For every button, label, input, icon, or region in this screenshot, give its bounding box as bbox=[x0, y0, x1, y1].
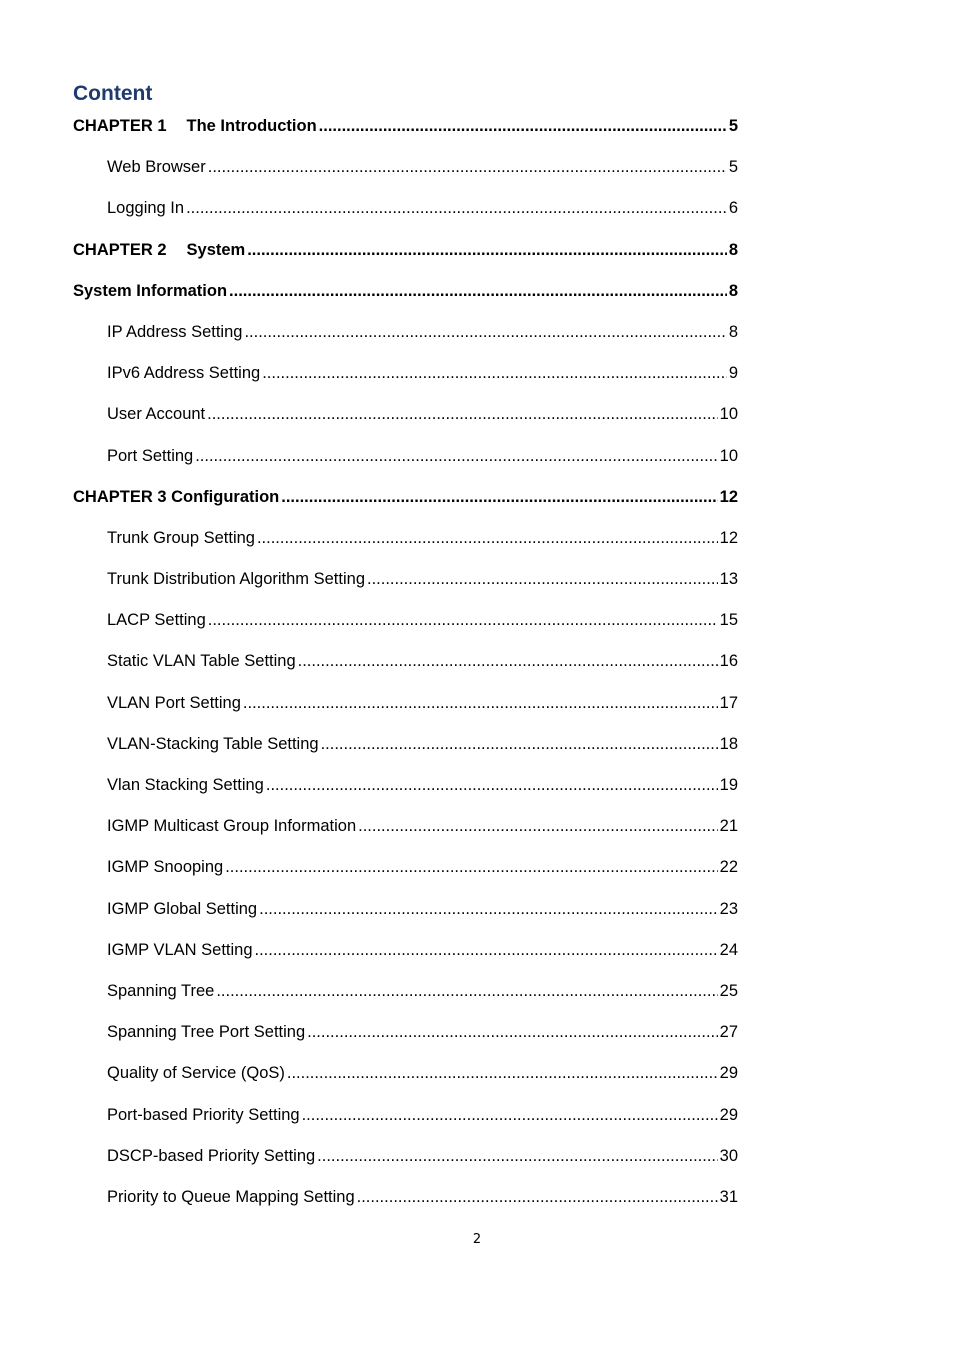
toc-entry-page: 22 bbox=[719, 858, 738, 877]
toc-leader-dots bbox=[358, 806, 718, 847]
toc-entry-page: 9 bbox=[728, 364, 738, 383]
toc-entry-page: 5 bbox=[728, 158, 738, 177]
toc-entry-page: 27 bbox=[719, 1023, 738, 1042]
toc-entry[interactable] bbox=[73, 1012, 738, 1053]
toc-entry-label: Web Browser bbox=[107, 158, 206, 177]
toc-leader-dots bbox=[302, 1095, 718, 1136]
toc-entry-label: IGMP Global Setting bbox=[107, 899, 258, 918]
toc-entry-label: LACP Setting bbox=[107, 611, 206, 630]
toc-entry[interactable] bbox=[73, 600, 738, 641]
toc-entry[interactable] bbox=[73, 106, 738, 147]
toc-leader-dots bbox=[321, 724, 718, 765]
toc-leader-dots bbox=[317, 1136, 717, 1177]
toc-entry-label: Trunk Distribution Algorithm Setting bbox=[107, 570, 365, 589]
toc-leader-dots bbox=[257, 518, 718, 559]
toc-entry-label: CHAPTER 3 Configuration bbox=[73, 487, 280, 506]
toc-entry-page: 8 bbox=[728, 240, 738, 259]
toc-entry[interactable] bbox=[73, 1053, 738, 1094]
toc-entry[interactable] bbox=[73, 683, 738, 724]
toc-leader-dots bbox=[266, 765, 718, 806]
toc-entry-page: 31 bbox=[719, 1187, 738, 1206]
toc-leader-dots bbox=[357, 1177, 718, 1218]
toc-entry[interactable] bbox=[73, 188, 738, 229]
toc-entry-page: 30 bbox=[719, 1146, 738, 1165]
toc-leader-dots bbox=[259, 889, 718, 930]
toc-entry-label: IPv6 Address Setting bbox=[107, 364, 261, 383]
toc-leader-dots bbox=[216, 971, 717, 1012]
toc-entry-label: The Introduction bbox=[186, 117, 317, 135]
toc-entry[interactable] bbox=[73, 518, 738, 559]
toc-leader-dots bbox=[243, 683, 718, 724]
toc-entry[interactable] bbox=[73, 312, 738, 353]
toc-entry-page: 6 bbox=[728, 199, 738, 218]
toc-entry[interactable] bbox=[73, 847, 738, 888]
toc-leader-dots bbox=[229, 271, 727, 312]
toc-entry[interactable] bbox=[73, 147, 738, 188]
toc-entry-label: IGMP VLAN Setting bbox=[107, 940, 253, 959]
toc-entry-page: 12 bbox=[719, 528, 738, 547]
toc-leader-dots bbox=[287, 1053, 718, 1094]
toc-entry-label: Trunk Group Setting bbox=[107, 528, 255, 547]
toc-entry-label: Quality of Service (QoS) bbox=[107, 1064, 285, 1083]
toc-entry-page: 29 bbox=[719, 1064, 738, 1083]
page-title: Content bbox=[73, 82, 153, 105]
toc-leader-dots bbox=[225, 847, 717, 888]
toc-entry-page: 13 bbox=[719, 570, 738, 589]
toc-entry-label: IP Address Setting bbox=[107, 322, 243, 341]
toc-leader-dots bbox=[247, 230, 727, 271]
toc-entry-page: 19 bbox=[719, 776, 738, 794]
toc-leader-dots bbox=[186, 188, 727, 229]
toc-entry-label: System Information bbox=[73, 281, 228, 300]
toc-entry-page: 18 bbox=[719, 734, 738, 753]
toc-entry[interactable] bbox=[73, 806, 738, 847]
toc-entry[interactable] bbox=[73, 971, 738, 1012]
toc-leader-dots bbox=[255, 930, 718, 971]
toc-entry[interactable] bbox=[73, 271, 738, 312]
toc-entry-label: Vlan Stacking Setting bbox=[107, 776, 264, 794]
toc-entry[interactable] bbox=[73, 1136, 738, 1177]
toc-entry-label: VLAN Port Setting bbox=[107, 693, 241, 712]
toc-entry[interactable] bbox=[73, 1177, 738, 1218]
toc-entry[interactable] bbox=[73, 930, 738, 971]
page-number: 2 bbox=[472, 1232, 482, 1247]
toc-leader-dots bbox=[319, 106, 727, 147]
toc-leader-dots bbox=[281, 477, 717, 518]
toc-entry-label: VLAN-Stacking Table Setting bbox=[107, 734, 319, 753]
table-of-contents bbox=[73, 106, 738, 1218]
toc-entry[interactable] bbox=[73, 724, 738, 765]
toc-entry-chapter-number: CHAPTER 2 bbox=[73, 240, 167, 259]
toc-entry-page: 15 bbox=[719, 611, 738, 630]
toc-entry-page: 10 bbox=[719, 405, 738, 424]
toc-entry[interactable] bbox=[73, 559, 738, 600]
toc-entry-page: 24 bbox=[719, 940, 738, 959]
toc-leader-dots bbox=[307, 1012, 718, 1053]
toc-entry-label: Priority to Queue Mapping Setting bbox=[107, 1187, 355, 1206]
toc-entry-chapter-number: CHAPTER 1 bbox=[73, 117, 167, 135]
toc-entry[interactable] bbox=[73, 889, 738, 930]
toc-entry-label: DSCP-based Priority Setting bbox=[107, 1146, 316, 1165]
toc-entry[interactable] bbox=[73, 353, 738, 394]
toc-leader-dots bbox=[195, 436, 717, 477]
toc-entry-page: 16 bbox=[719, 652, 738, 671]
toc-entry[interactable] bbox=[73, 641, 738, 682]
toc-entry-label: System bbox=[186, 240, 246, 259]
toc-entry-page: 17 bbox=[719, 693, 738, 712]
toc-entry[interactable] bbox=[73, 765, 738, 806]
toc-leader-dots bbox=[367, 559, 718, 600]
toc-leader-dots bbox=[244, 312, 726, 353]
toc-entry-label: Spanning Tree Port Setting bbox=[107, 1023, 306, 1042]
toc-entry-page: 25 bbox=[719, 981, 738, 1000]
toc-leader-dots bbox=[298, 641, 718, 682]
toc-entry-label: Port Setting bbox=[107, 446, 194, 465]
toc-entry[interactable] bbox=[73, 394, 738, 435]
toc-entry-page: 29 bbox=[719, 1105, 738, 1124]
toc-entry[interactable] bbox=[73, 1095, 738, 1136]
toc-entry-label: Spanning Tree bbox=[107, 981, 215, 1000]
toc-entry-page: 23 bbox=[719, 899, 738, 918]
toc-entry-label: Logging In bbox=[107, 199, 185, 218]
toc-entry-label: Port-based Priority Setting bbox=[107, 1105, 300, 1124]
toc-entry-page: 5 bbox=[728, 117, 738, 135]
toc-entry-label: Static VLAN Table Setting bbox=[107, 652, 296, 671]
toc-entry-label: IGMP Multicast Group Information bbox=[107, 817, 357, 836]
toc-leader-dots bbox=[208, 147, 727, 188]
toc-entry[interactable] bbox=[73, 477, 738, 518]
toc-leader-dots bbox=[208, 600, 718, 641]
toc-entry-label: IGMP Snooping bbox=[107, 858, 224, 877]
toc-leader-dots bbox=[262, 353, 727, 394]
toc-entry-page: 21 bbox=[719, 817, 738, 836]
toc-entry-page: 8 bbox=[728, 322, 738, 341]
toc-entry-page: 8 bbox=[728, 281, 738, 300]
toc-entry-page: 10 bbox=[719, 446, 738, 465]
toc-leader-dots bbox=[207, 394, 718, 435]
toc-entry-label: User Account bbox=[107, 405, 206, 424]
toc-entry[interactable] bbox=[73, 436, 738, 477]
toc-entry-page: 12 bbox=[719, 487, 738, 506]
toc-entry[interactable] bbox=[73, 230, 738, 271]
